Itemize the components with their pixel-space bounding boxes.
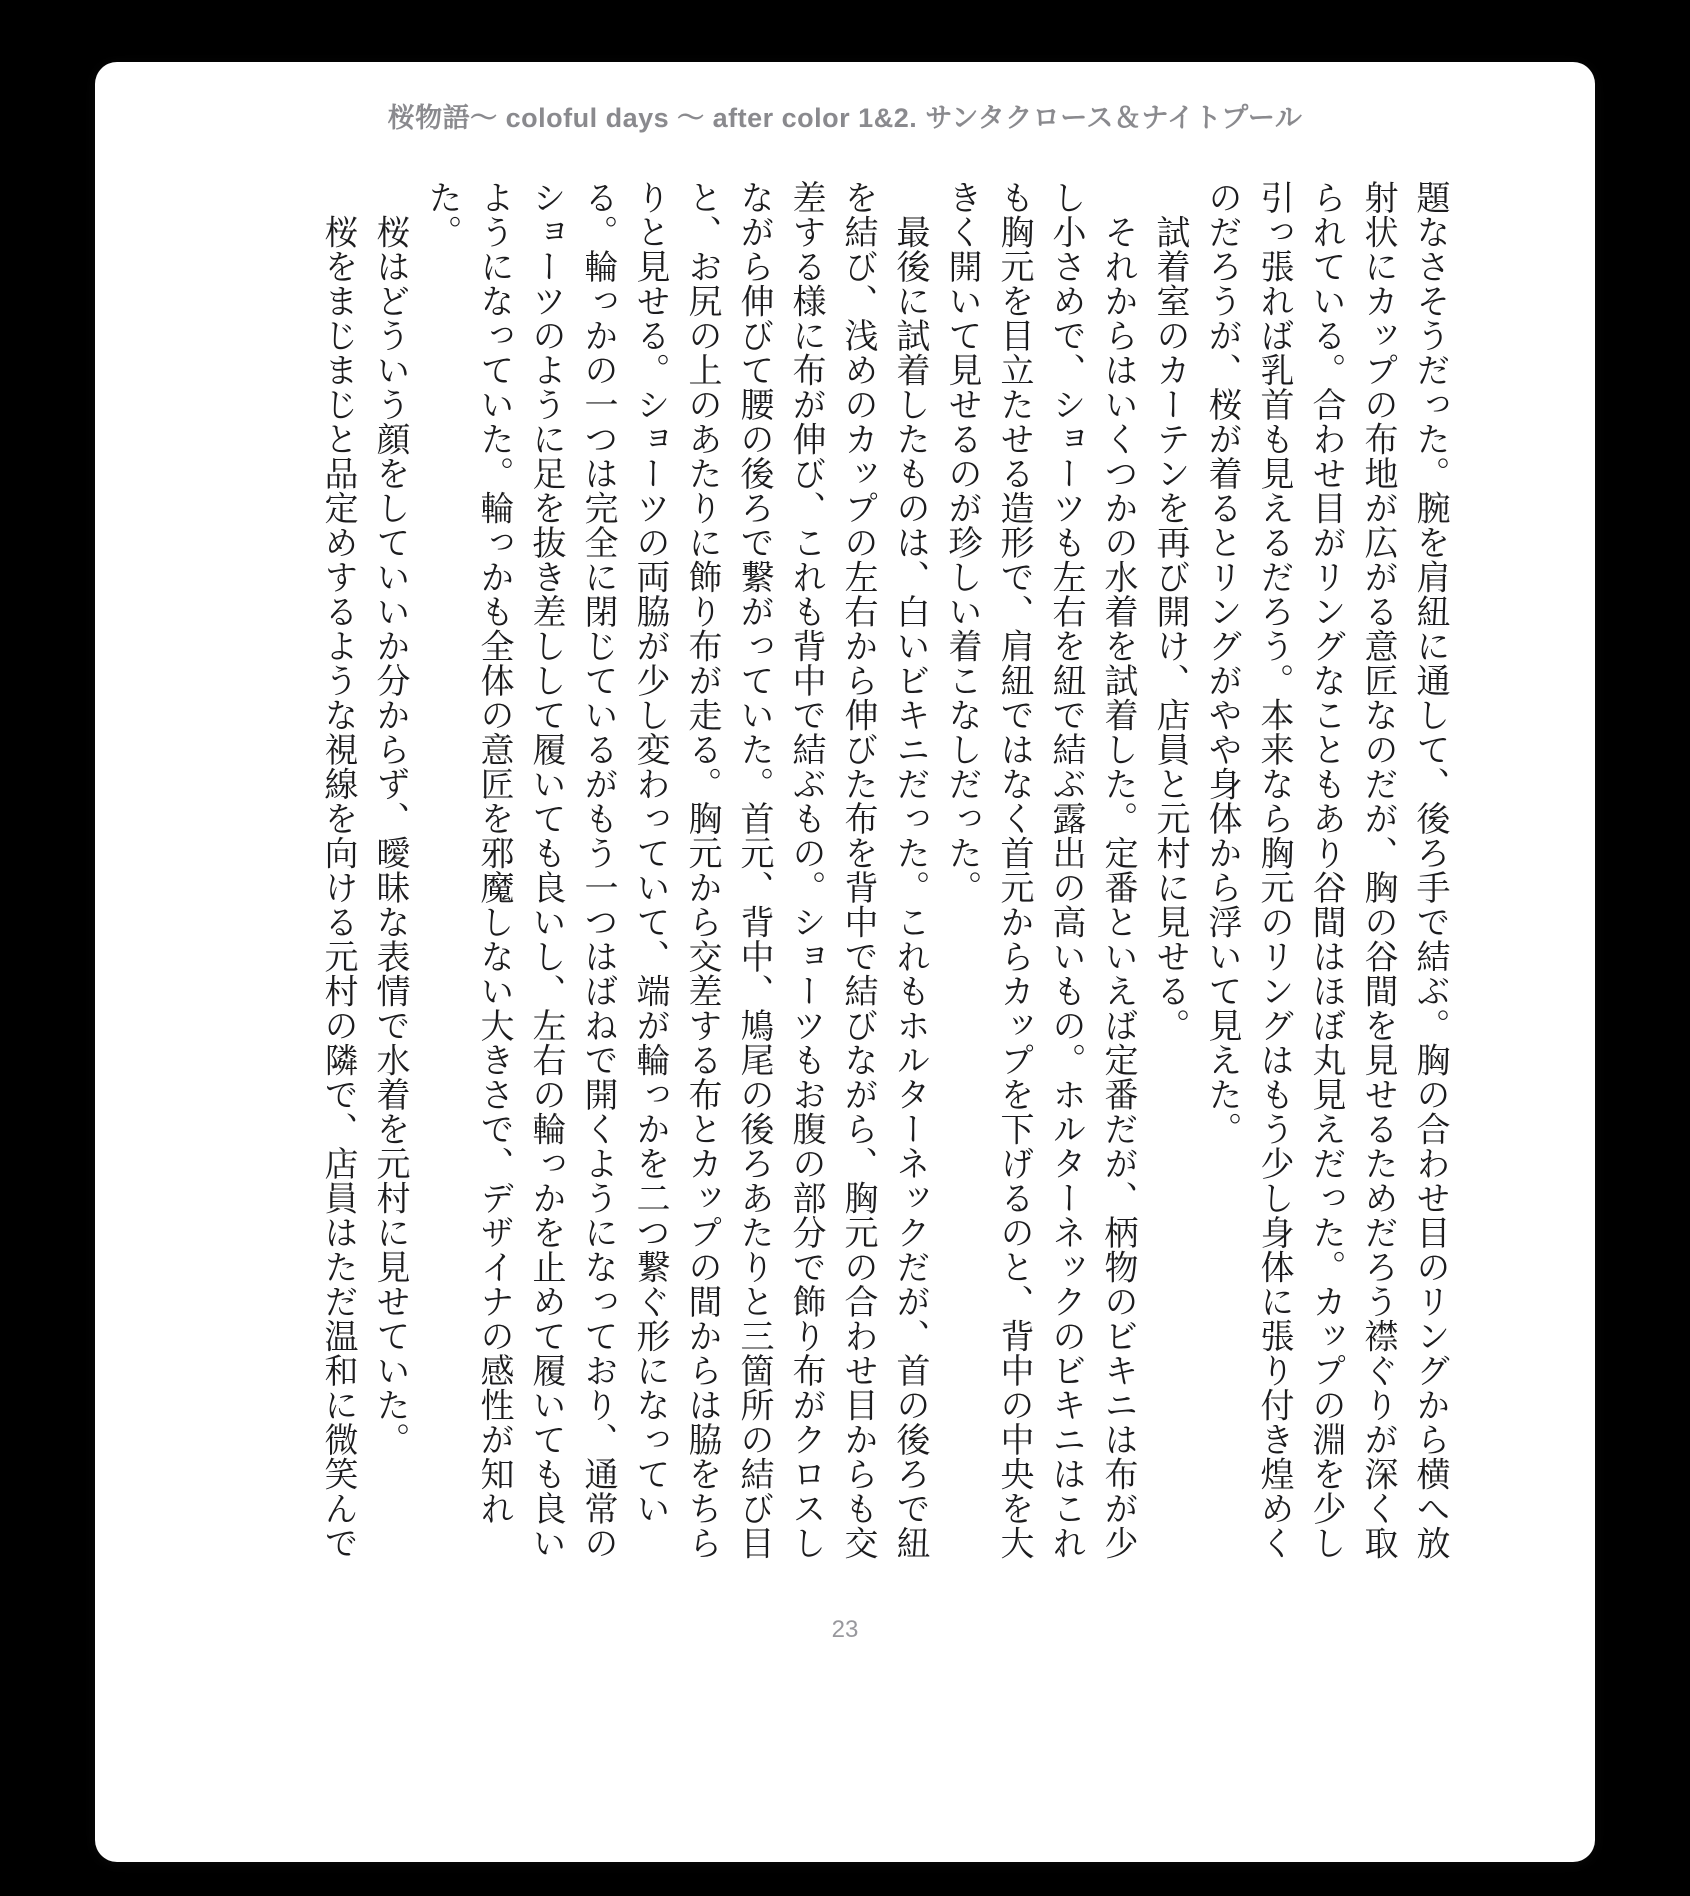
paragraph: それからはいくつかの水着を試着した。定番といえば定番だが、柄物のビキニは布が少し小さめで、ショーツも左右を紐で結ぶ露出の高いもの。ホルターネックのビキニはこれも胸元を目立たせる造形で、肩紐ではなく首元からカップを下げるのと、背中の中央を大きく開いて見せるのが珍しい着こなしだった。 bbox=[943, 180, 1136, 1560]
page-number: 23 bbox=[831, 1616, 859, 1643]
book-page[interactable] bbox=[95, 62, 1595, 1862]
paragraph: 最後に試着したものは、白いビキニだった。これもホルターネックだが、首の後ろで紐を結び、浅めのカップの左右から伸びた布を背中で結びながら、胸元の合わせ目からも交差する様に布が伸び、これも背中で結ぶもの。ショーツもお腹の部分で飾り布がクロスしながら伸びて腰の後ろで繋がっていた。首元、背中、鳩尾の後ろあたりと三箇所の結び目と、お尻の上のあたりに飾り布が走る。胸元から交差する布とカップの間からは脇をちらりと見せる。ショーツの両脇が少し変わっていて、端が輪っかを二つ繋ぐ形になっている。輪っかの一つは完全に閉じているがもう一つはばねで開くようになっており、通常のショーツのように足を抜き差しして履いても良いし、左右の輪っかを止めて履いても良いようになっていた。輪っかも全体の意匠を邪魔しない大きさで、デザイナの感性が知れた。 bbox=[423, 180, 928, 1560]
chapter-title: 桜物語〜 coloful days 〜 after color 1&2. サンタクロース＆ナイトプール bbox=[387, 103, 1303, 133]
page-text bbox=[293, 180, 1455, 1566]
paragraph: 試着室のカーテンを再び開け、店員と元村に見せる。 bbox=[1151, 180, 1188, 1043]
paragraph: 桜はどういう顔をしていいか分からず、曖昧な表情で水着を元村に見せていた。 bbox=[371, 180, 408, 1457]
paragraph: 題なさそうだった。腕を肩紐に通して、後ろ手で結ぶ。胸の合わせ目のリングから横へ放射状にカップの布地が広がる意匠なのだが、胸の谷間を見せるためだろう襟ぐりが深く取られている。合わせ目がリングなこともあり谷間はほぼ丸見えだった。カップの淵を少し引っ張れば乳首も見えるだろう。本来なら胸元のリングはもう少し身体に張り付き煌めくのだろうが、桜が着るとリングがやや身体から浮いて見えた。 bbox=[1203, 180, 1448, 1560]
paragraph: 桜をまじまじと品定めするような視線を向ける元村の隣で、店員はただ温和に微笑んで bbox=[319, 180, 356, 1560]
